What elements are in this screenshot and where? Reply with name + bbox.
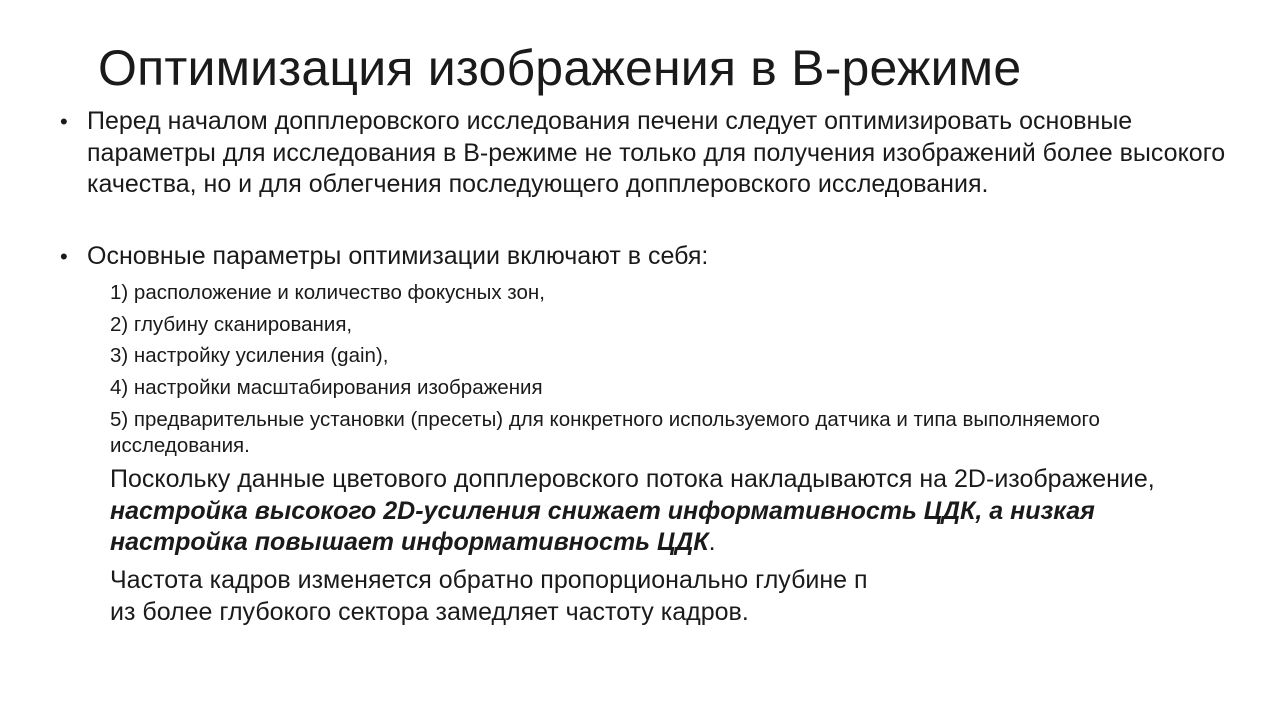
numbered-item-presets: 5) предварительные установки (пресеты) для конкретного используемого датчика и типа выполняемого исследования. — [110, 408, 1100, 457]
slide-title: Оптимизация изображения в В-режиме — [98, 40, 1022, 96]
bullet-item — [60, 241, 1240, 273]
numbered-item-zoom: 4) настройки масштабирования изображения — [110, 376, 543, 399]
paragraph-color-doppler — [110, 464, 1220, 559]
bullet-text: Основные параметры оптимизации включают в себя: — [87, 242, 709, 270]
text-fade-overlay — [975, 562, 1255, 598]
bullet-item — [60, 106, 1240, 201]
bullet-text: Перед началом допплеровского исследования печени следует оптимизировать основные параметры для исследования в В-режиме не только для получения изображений более высокого качества, но и для облегчения последующего допплеровского исследования. — [87, 107, 1226, 198]
bullet-marker: • — [60, 109, 68, 134]
numbered-item-gain: 3) настройку усиления (gain), — [110, 344, 389, 367]
numbered-item-focus-zones: 1) расположение и количество фокусных зон, — [110, 281, 545, 304]
bullet-marker: • — [60, 244, 68, 269]
paragraph-line-1: Частота кадров изменяется обратно пропорционально глубине п — [110, 566, 868, 594]
paragraph-tail-text: . — [708, 528, 716, 556]
numbered-item-scan-depth: 2) глубину сканирования, — [110, 313, 353, 336]
paragraph-line-2: из более глубокого сектора замедляет частоту кадров. — [110, 597, 749, 626]
paragraph-lead-text: Поскольку данные цветового допплеровского потока накладываются на 2D-изображение, — [110, 465, 1155, 493]
paragraph-emphasis-text: настройка высокого 2D-усиления снижает информативность ЦДК, а низкая настройка повышает информативность ЦДК — [110, 496, 1095, 556]
